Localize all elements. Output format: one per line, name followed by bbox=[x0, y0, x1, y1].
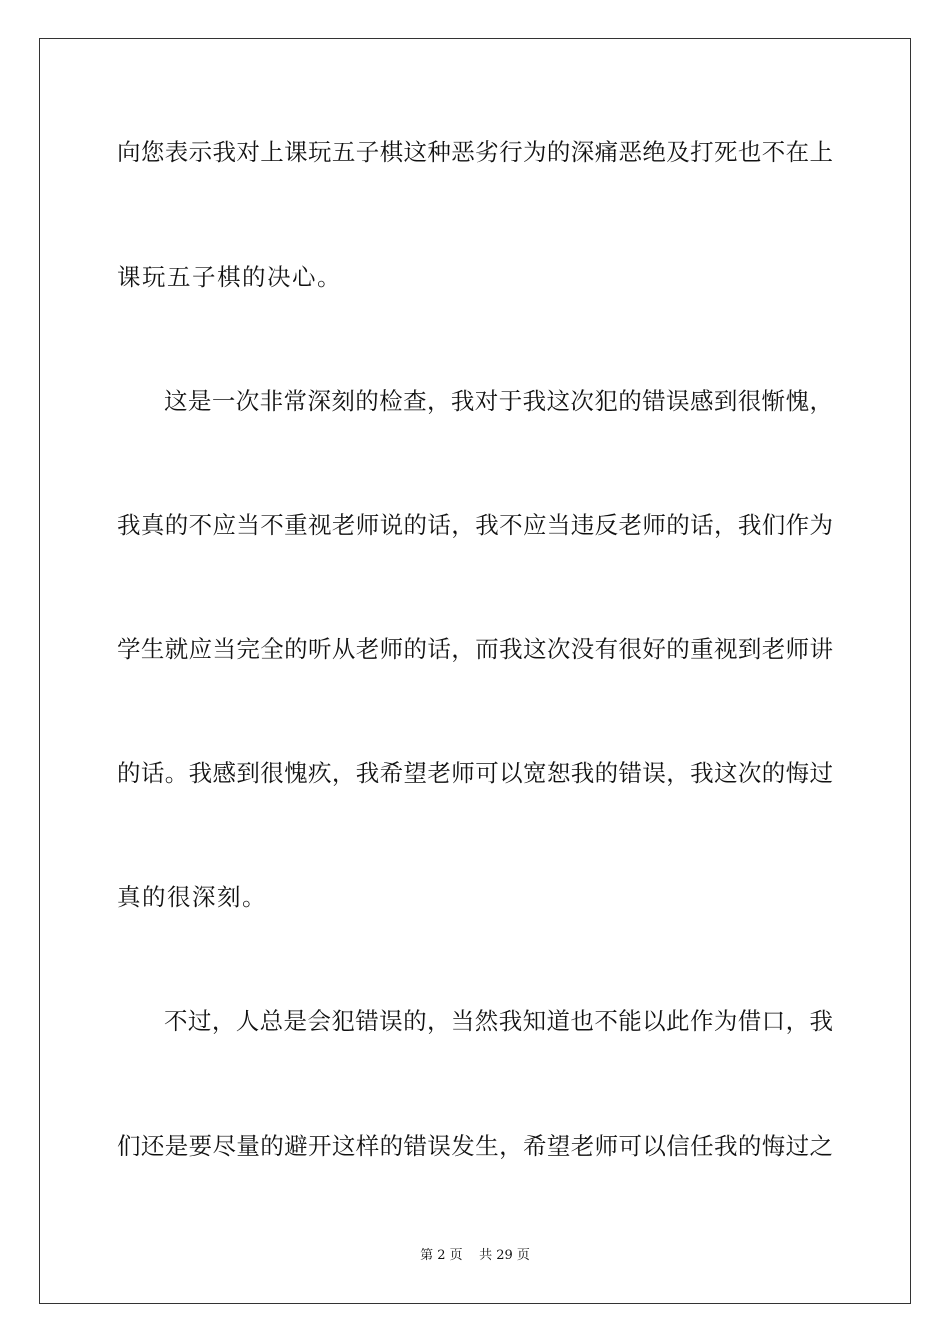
text-line: 们还是要尽量的避开这样的错误发生，希望老师可以信任我的悔过之 bbox=[117, 1132, 833, 1160]
page-frame bbox=[39, 38, 911, 1304]
page-number-footer: 第 2 页 共 29 页 bbox=[420, 1248, 530, 1263]
text-line: 的话。我感到很愧疚，我希望老师可以宽恕我的错误，我这次的悔过 bbox=[117, 759, 833, 787]
text-line: 真的很深刻。 bbox=[117, 883, 267, 911]
text-line: 学生就应当完全的听从老师的话，而我这次没有很好的重视到老师讲 bbox=[117, 635, 833, 663]
text-line: 课玩五子棋的决心。 bbox=[117, 263, 342, 291]
paragraph-start-line: 不过，人总是会犯错误的，当然我知道也不能以此作为借口，我 bbox=[164, 1007, 833, 1035]
text-line: 向您表示我对上课玩五子棋这种恶劣行为的深痛恶绝及打死也不在上 bbox=[117, 138, 833, 166]
paragraph-start-line: 这是一次非常深刻的检查，我对于我这次犯的错误感到很惭愧， bbox=[164, 387, 833, 415]
text-line: 我真的不应当不重视老师说的话，我不应当违反老师的话，我们作为 bbox=[117, 511, 833, 539]
